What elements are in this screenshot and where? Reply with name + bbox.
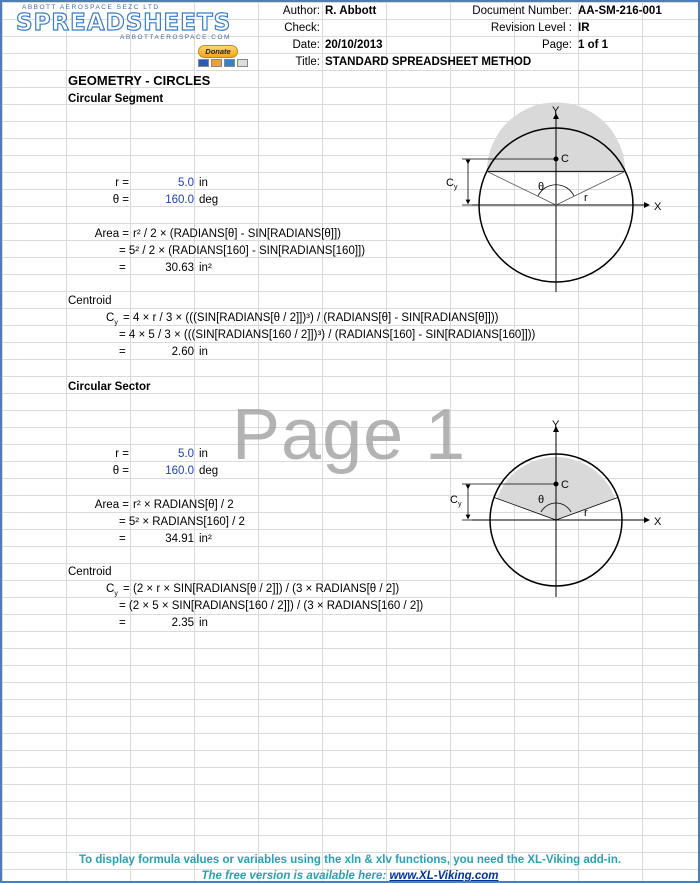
sector-area-unit: in²	[199, 533, 212, 545]
segment-theta-value: 160.0	[165, 194, 194, 206]
segment-r-value: 5.0	[178, 177, 194, 189]
segment-radius-left	[487, 171, 556, 205]
segment-cy-formula: 4 × r / 3 × (((SIN[RADIANS[θ / 2]])³) / (RADIANS[θ] - SIN[RADIANS[θ]]))	[133, 312, 499, 324]
sector-cy-unit: in	[199, 617, 208, 629]
segment-cy-eq-sign: =	[123, 312, 130, 324]
logo-spreadsheets: SPREADSHEETS	[16, 10, 232, 36]
payment-cards-icon	[198, 59, 248, 67]
segment-cy-eq: =	[119, 346, 126, 358]
segment-cy-value: 2.60	[171, 346, 194, 358]
xl-viking-link[interactable]: www.XL-Viking.com	[389, 870, 499, 882]
segment-area-eq: =	[119, 262, 126, 274]
sector-r-unit: in	[199, 448, 208, 460]
sector-theta-value: 160.0	[165, 465, 194, 477]
sector-area-value: 34.91	[165, 533, 194, 545]
segment-radius-right	[556, 171, 625, 205]
sector-area-eq: =	[119, 533, 126, 545]
title-label: Title:	[295, 56, 320, 68]
footer-notice: To display formula values or variables using the xln & xlv functions, you need the XL-Viking add-in.	[78, 854, 622, 866]
title-value: STANDARD SPREADSHEET METHOD	[325, 56, 532, 68]
segment-area-substituted: = 5² / 2 × (RADIANS[160] - SIN[RADIANS[160]])	[119, 245, 366, 257]
sector-theta-label: θ =	[112, 465, 129, 477]
segment-area-unit: in²	[199, 262, 212, 274]
sector-theta-unit: deg	[199, 465, 219, 477]
sector-cy-eq: =	[119, 617, 126, 629]
sector-r-value: 5.0	[178, 448, 194, 460]
sector-c-label: C	[561, 479, 569, 491]
sector-theta-label: θ	[538, 494, 545, 506]
sector-cy-formula: (2 × r × SIN[RADIANS[θ / 2]]) / (3 × RADIANS[θ / 2])	[133, 583, 400, 595]
check-label: Check:	[284, 22, 320, 34]
segment-cy-symbol: $C_y$	[106, 312, 118, 327]
segment-cy-unit: in	[199, 346, 208, 358]
sector-cy-eq-sign: =	[123, 583, 130, 595]
sector-cy-symbol: $C_y$	[106, 583, 118, 598]
sector-diagram	[442, 417, 682, 602]
donate-button[interactable]: Donate	[198, 45, 238, 58]
segment-centroid-dot	[554, 157, 559, 162]
sector-r-label: r =	[115, 448, 129, 460]
segment-cy-sub: y	[453, 184, 458, 191]
footer-availability	[2, 870, 698, 882]
segment-r-label: r =	[115, 177, 129, 189]
author-value: R. Abbott	[325, 5, 377, 17]
segment-cy-c: C	[446, 177, 454, 189]
revision-value: IR	[578, 22, 590, 34]
segment-centroid-label: Centroid	[68, 295, 112, 307]
segment-area-label: Area =	[94, 228, 129, 240]
segment-c-label: C	[561, 153, 569, 165]
sector-r-label: r	[584, 507, 588, 519]
docnum-value: AA-SM-216-001	[578, 5, 662, 17]
segment-r-unit: in	[199, 177, 208, 189]
sector-heading: Circular Sector	[68, 381, 151, 393]
segment-r-label: r	[584, 192, 588, 204]
sector-cy-value: 2.35	[171, 617, 194, 629]
docnum-label: Document Number:	[472, 5, 572, 17]
segment-theta-label: θ	[538, 181, 545, 193]
segment-diagram	[442, 102, 682, 302]
date-label: Date:	[292, 39, 320, 51]
sector-cy-sub: y	[457, 501, 462, 508]
sector-y-label: Y	[552, 419, 560, 431]
sector-cy-c: C	[450, 494, 458, 506]
page-value: 1 of 1	[578, 39, 609, 51]
page-watermark: Page 1	[232, 395, 467, 475]
date-value: 20/10/2013	[325, 39, 383, 51]
footer-availability-text: The free version is available here:	[201, 870, 387, 882]
segment-theta-unit: deg	[199, 194, 219, 206]
segment-area-value: 30.63	[165, 262, 194, 274]
logo-url: ABBOTTAEROSPACE.COM	[120, 34, 231, 41]
sector-centroid-dot	[554, 482, 559, 487]
sector-x-label: X	[654, 516, 662, 528]
sector-cy-substituted: = (2 × 5 × SIN[RADIANS[160 / 2]]) / (3 × RADIANS[160 / 2])	[119, 600, 424, 612]
segment-heading: Circular Segment	[68, 93, 164, 105]
main-title: GEOMETRY - CIRCLES	[68, 73, 211, 88]
sector-area-label: Area =	[94, 499, 129, 511]
sector-cy-label	[450, 494, 462, 508]
segment-theta-label: θ =	[112, 194, 129, 206]
segment-cy-substituted: = 4 × 5 / 3 × (((SIN[RADIANS[160 / 2]])³) / (RADIANS[160] - SIN[RADIANS[160]]))	[119, 329, 536, 341]
logo-company: ABBOTT AEROSPACE SEZC LTD	[22, 4, 160, 11]
sector-centroid-label: Centroid	[68, 566, 112, 578]
segment-area-formula: r² / 2 × (RADIANS[θ] - SIN[RADIANS[θ]])	[133, 228, 341, 240]
author-label: Author:	[282, 5, 320, 17]
page-label: Page:	[541, 39, 572, 51]
revision-label: Revision Level :	[490, 22, 572, 34]
segment-y-label: Y	[552, 105, 560, 117]
sector-area-substituted: = 5² × RADIANS[160] / 2	[119, 516, 245, 528]
segment-x-label: X	[654, 201, 662, 213]
sector-area-formula: r² × RADIANS[θ] / 2	[133, 499, 234, 511]
segment-cy-label	[446, 177, 458, 191]
